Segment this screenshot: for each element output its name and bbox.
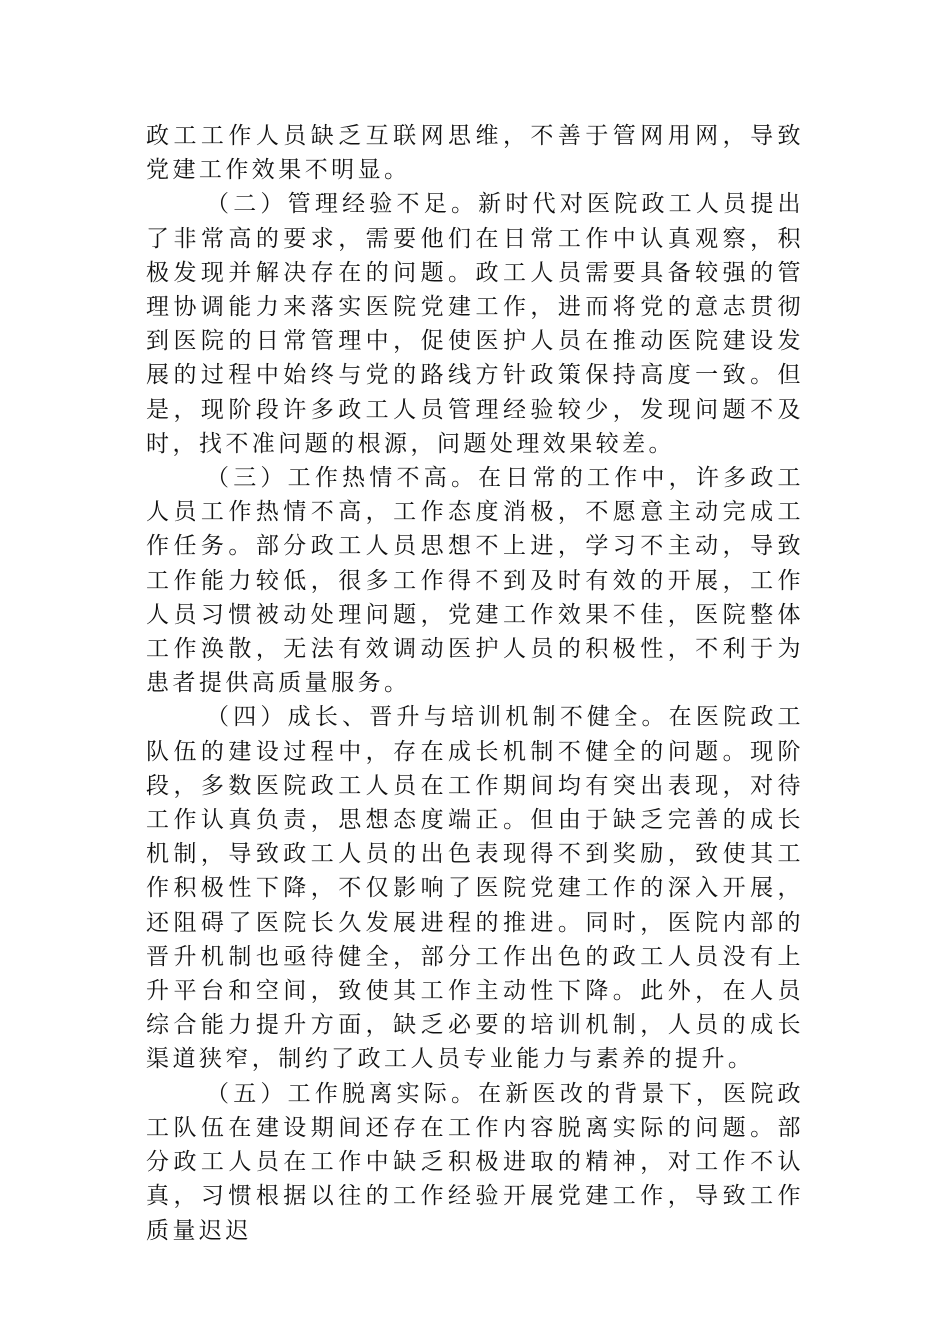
paragraph-section-5: （五）工作脱离实际。在新医改的背景下，医院政工队伍在建设期间还存在工作内容脱离实际的问题。部分政工人员在工作中缺乏积极进取的精神，对工作不认真，习惯根据以往的工作经验开展党建工作，导致工作质量迟迟 [146,1080,804,1244]
paragraph-section-2: （二）管理经验不足。新时代对医院政工人员提出了非常高的要求，需要他们在日常工作中认真观察，积极发现并解决存在的问题。政工人员需要具备较强的管理协调能力来落实医院党建工作，进而将党的意志贯彻到医院的日常管理中，促使医护人员在推动医院建设发展的过程中始终与党的路线方针政策保持高度一致。但是，现阶段许多政工人员管理经验较少，发现问题不及时，找不准问题的根源，问题处理效果较差。 [146,191,804,457]
paragraph-section-3: （三）工作热情不高。在日常的工作中，许多政工人员工作热情不高，工作态度消极，不愿意主动完成工作任务。部分政工人员思想不上进，学习不主动，导致工作能力较低，很多工作得不到及时有效的开展，工作人员习惯被动处理问题，党建工作效果不佳，医院整体工作涣散，无法有效调动医护人员的积极性，不利于为患者提供高质量服务。 [146,465,804,697]
paragraph-section-4: （四）成长、晋升与培训机制不健全。在医院政工队伍的建设过程中，存在成长机制不健全的问题。现阶段，多数医院政工人员在工作期间均有突出表现，对待工作认真负责，思想态度端正。但由于缺乏完善的成长机制，导致政工人员的出色表现得不到奖励，致使其工作积极性下降，不仅影响了医院党建工作的深入开展，还阻碍了医院长久发展进程的推进。同时，医院内部的晋升机制也亟待健全，部分工作出色的政工人员没有上升平台和空间，致使其工作主动性下降。此外，在人员综合能力提升方面，缺乏必要的培训机制，人员的成长渠道狭窄，制约了政工人员专业能力与素养的提升。 [146,704,804,1073]
paragraph-continuation: 政工工作人员缺乏互联网思维，不善于管网用网，导致党建工作效果不明显。 [146,123,804,184]
body-text [146,119,804,1248]
